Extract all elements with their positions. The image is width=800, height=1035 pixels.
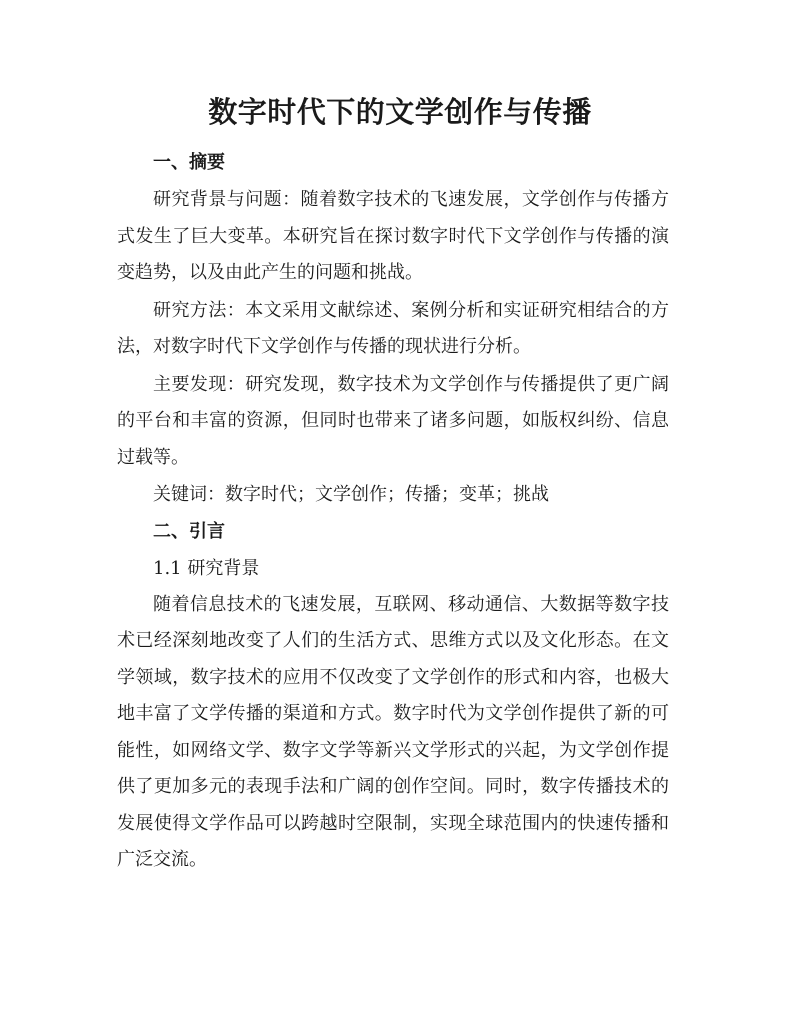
section-heading-introduction: 二、引言 <box>153 520 225 542</box>
document-title: 数字时代下的文学创作与传播 <box>208 95 592 129</box>
subsection-heading-background: 1.1 研究背景 <box>153 557 260 579</box>
keywords-line: 关键词：数字时代；文学创作；传播；变革；挑战 <box>153 484 549 505</box>
abstract-method-paragraph: 研究方法：本文采用文献综述、案例分析和实证研究相结合的方法，对数字时代下文学创作与传播的现状进行分析。 <box>117 299 669 357</box>
document-body <box>117 146 669 880</box>
background-paragraph: 随着信息技术的飞速发展，互联网、移动通信、大数据等数字技术已经深刻地改变了人们的生活方式、思维方式以及文化形态。在文学领域，数字技术的应用不仅改变了文学创作的形式和内容，也极大地丰富了文学传播的渠道和方式。数字时代为文学创作提供了新的可能性，如网络文学、数字文学等新兴文学形式的兴起，为文学创作提供了更加多元的表现手法和广阔的创作空间。同时，数字传播技术的发展使得文学作品可以跨越时空限制，实现全球范围内的快速传播和广泛交流。 <box>117 593 669 870</box>
section-heading-abstract: 一、摘要 <box>153 152 225 173</box>
abstract-findings-paragraph: 主要发现：研究发现，数字技术为文学创作与传播提供了更广阔的平台和丰富的资源，但同时也带来了诸多问题，如版权纠纷、信息过载等。 <box>117 373 669 468</box>
abstract-background-paragraph: 研究背景与问题：随着数字技术的飞速发展，文学创作与传播方式发生了巨大变革。本研究旨在探讨数字时代下文学创作与传播的演变趋势，以及由此产生的问题和挑战。 <box>117 189 669 283</box>
